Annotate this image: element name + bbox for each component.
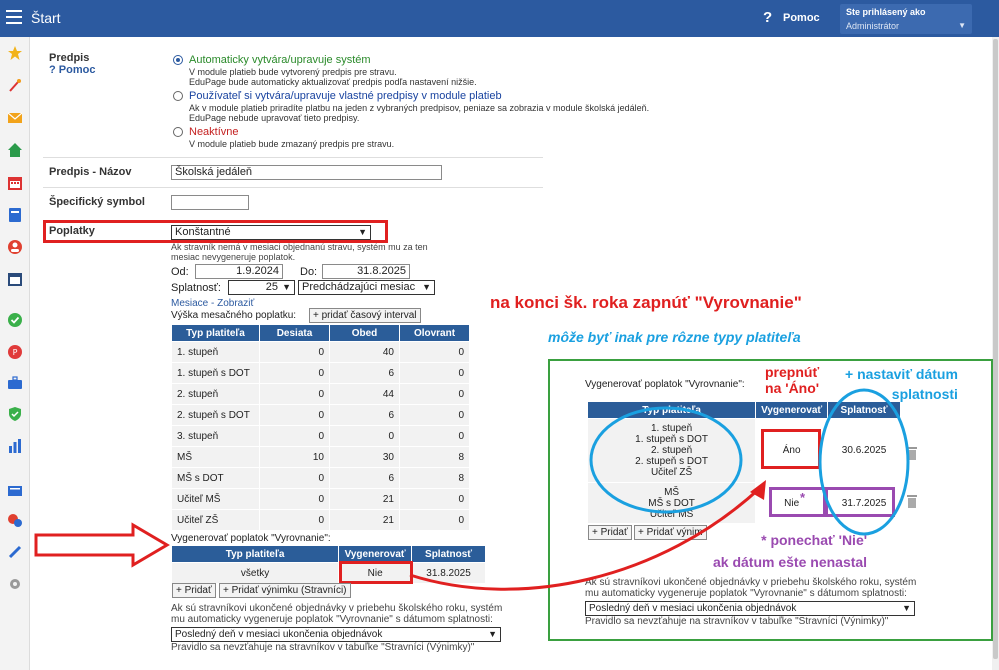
option-inactive-desc: V module platieb bude zmazaný predpis pre stravu.: [189, 139, 395, 149]
table-row: [172, 363, 470, 384]
panel-add-button[interactable]: + Pridať: [588, 525, 632, 540]
fee-value-cell[interactable]: 6: [330, 405, 400, 426]
add-button[interactable]: + Pridať: [172, 583, 216, 598]
fee-value-cell[interactable]: 44: [330, 384, 400, 405]
fee-value-cell[interactable]: 40: [330, 342, 400, 363]
panel-type: MŠ: [664, 486, 680, 498]
fee-value-cell[interactable]: 0: [260, 426, 330, 447]
vyrovnanie-note: Pravidlo sa nevzťahuje na stravníkov v tabuľke "Stravníci (Výnimky)": [171, 642, 475, 653]
panel-type: 1. stupeň: [651, 423, 693, 434]
fee-value-cell[interactable]: 6: [330, 468, 400, 489]
fee-value-cell[interactable]: 0: [260, 384, 330, 405]
circle-annotation: [818, 388, 910, 536]
vyrovnanie-note: Ak sú stravníkovi ukončené objednávky v priebehu školského roku, systém: [171, 603, 503, 614]
menu-icon[interactable]: [6, 10, 22, 24]
page-title: Štart: [31, 10, 61, 26]
annotation-keep-line: ak dátum ešte nenastal: [713, 554, 868, 570]
panel-note: mu automaticky vygeneruje poplatok "Vyrovnanie" s dátumom splatnosti:: [585, 588, 907, 599]
help-link-predpis[interactable]: ? Pomoc: [49, 64, 96, 76]
highlight-ano-box: [761, 429, 821, 469]
divider: [43, 157, 543, 158]
panel-header: Splatnosť: [828, 402, 901, 419]
fee-value-cell[interactable]: 10: [260, 447, 330, 468]
radio-automatic[interactable]: [173, 55, 183, 65]
chevron-down-icon: ▼: [282, 282, 291, 292]
table-row: [172, 405, 470, 426]
vyrovnanie-date-select[interactable]: [171, 627, 501, 642]
annotation-keep: [713, 529, 867, 573]
due-month-select[interactable]: [298, 280, 435, 295]
arrow-annotation: [33, 520, 173, 570]
panel-note: Pravidlo sa nevzťahuje na stravníkov v tabuľke "Stravníci (Výnimky)": [585, 616, 889, 627]
panel-type: 2. stupeň: [651, 445, 693, 456]
panel-type: MŠ s DOT: [648, 497, 695, 509]
vyrovnanie-due-cell[interactable]: 31.8.2025: [412, 563, 486, 584]
user-caption: Ste prihlásený ako: [846, 7, 926, 17]
chart-icon[interactable]: [8, 439, 22, 453]
monthly-fee-label: Výška mesačného poplatku:: [171, 310, 297, 321]
chevron-down-icon: ▼: [958, 21, 966, 30]
due-day-value: 25: [265, 281, 278, 293]
gear-icon[interactable]: [8, 577, 22, 591]
calendar-icon[interactable]: [8, 176, 22, 190]
annotation-switch-line: prepnúť: [765, 364, 820, 380]
annotation-keep-line: * ponechať 'Nie': [761, 532, 868, 548]
fee-value-cell[interactable]: 0: [260, 363, 330, 384]
annotation-switch: [765, 364, 819, 396]
table-row: [172, 384, 470, 405]
fee-type-cell: MŠ s DOT: [172, 468, 260, 489]
timetable-icon[interactable]: [8, 272, 22, 286]
help-icon[interactable]: ?: [763, 9, 773, 26]
vyrovnanie-header: Splatnosť: [412, 546, 486, 563]
fee-value-cell[interactable]: 30: [330, 447, 400, 468]
fee-value-cell[interactable]: 0: [260, 405, 330, 426]
annotation-set-line: + nastaviť dátum: [845, 366, 958, 382]
person-icon[interactable]: [8, 240, 22, 254]
user-role: Administrátor: [846, 21, 900, 31]
library-icon[interactable]: [8, 483, 22, 497]
fees-label: Poplatky: [49, 225, 95, 237]
from-input[interactable]: 1.9.2024: [195, 264, 283, 279]
option-user-desc: Ak v module platieb priradíte platbu na jeden z vybraných predpisov, peniaze sa zobrazia v module školská jedáleň.: [189, 103, 650, 113]
panel-due-cell[interactable]: 30.6.2025: [828, 419, 901, 483]
panel-header: Vygenerovať: [756, 402, 828, 419]
panel-type: Učiteľ MŠ: [649, 508, 694, 520]
fee-table-header: Olovrant: [400, 325, 470, 342]
symbol-label: Špecifický symbol: [49, 196, 145, 208]
fees-type-select[interactable]: [171, 225, 371, 240]
annotation-main: na konci šk. roka zapnúť "Vyrovnanie": [490, 293, 802, 312]
fee-type-cell: 2. stupeň: [172, 384, 260, 405]
to-input[interactable]: 31.8.2025: [322, 264, 410, 279]
option-automatic-title: Automaticky vytvára/upravuje systém: [189, 54, 371, 66]
badge-icon[interactable]: [8, 345, 22, 359]
fees-type-value: Konštantné: [175, 226, 231, 238]
chevron-down-icon: ▼: [902, 603, 911, 613]
book-icon[interactable]: [8, 208, 22, 222]
panel-label: Vygenerovať poplatok "Vyrovnanie":: [585, 379, 745, 390]
annotation-set-line: splatnosti: [891, 386, 958, 402]
panel-date-value: Posledný deň v mesiaci ukončenia objednávok: [589, 603, 797, 614]
fee-value-cell[interactable]: 21: [330, 489, 400, 510]
fee-value-cell[interactable]: 0: [260, 342, 330, 363]
mail-icon[interactable]: [8, 111, 22, 125]
name-label: Predpis - Názov: [49, 166, 132, 178]
fee-value-cell[interactable]: 0: [260, 468, 330, 489]
fee-value-cell[interactable]: 0: [330, 426, 400, 447]
fee-type-cell: Učiteľ ZŠ: [172, 510, 260, 531]
fee-value-cell[interactable]: 0: [400, 426, 470, 447]
vyrovnanie-date-value: Posledný deň v mesiaci ukončenia objednávok: [175, 629, 383, 640]
months-show-link[interactable]: Mesiace - Zobraziť: [171, 298, 255, 309]
fee-value-cell[interactable]: 6: [330, 363, 400, 384]
fee-type-cell: MŠ: [172, 447, 260, 468]
table-row: [172, 447, 470, 468]
fee-value-cell[interactable]: 0: [260, 489, 330, 510]
fee-type-cell: 1. stupeň: [172, 342, 260, 363]
panel-generate-cell[interactable]: Nie: [756, 483, 828, 524]
fee-value-cell[interactable]: 0: [400, 384, 470, 405]
fee-value-cell[interactable]: 8: [400, 447, 470, 468]
annotation-sub: môže byť inak pre rôzne typy platiteľa: [548, 329, 801, 345]
pen-icon[interactable]: [8, 545, 22, 559]
option-automatic-desc: EduPage bude automaticky aktualizovať predpis podľa nastavení nižšie.: [189, 77, 477, 87]
svg-text:P: P: [12, 348, 18, 357]
shield-icon[interactable]: [8, 407, 22, 421]
panel-due-cell[interactable]: 31.7.2025: [828, 483, 901, 524]
option-inactive-title: Neaktívne: [189, 126, 239, 138]
help-link[interactable]: Pomoc: [783, 12, 820, 24]
fee-value-cell[interactable]: 0: [400, 405, 470, 426]
fee-value-cell[interactable]: 0: [400, 510, 470, 531]
add-exception-button[interactable]: + Pridať výnimku (Stravníci): [219, 583, 351, 598]
fees-note: Ak stravník nemá v mesiaci objednanú stravu, systém mu za ten: [171, 242, 428, 252]
option-user-title: Používateľ si vytvára/upravuje vlastné predpisy v module platieb: [189, 90, 502, 102]
divider: [43, 187, 543, 188]
wand-icon[interactable]: [8, 78, 22, 92]
panel-generate-cell[interactable]: Áno: [756, 419, 828, 483]
vyrovnanie-header: Vygenerovať: [339, 546, 412, 563]
user-menu[interactable]: [840, 4, 972, 34]
fees-note: mesiac nevygeneruje poplatok.: [171, 252, 296, 262]
table-row: [172, 426, 470, 447]
fee-type-cell: 2. stupeň s DOT: [172, 405, 260, 426]
due-day-select[interactable]: [228, 280, 295, 295]
sidebar: [0, 37, 30, 670]
fee-type-cell: 1. stupeň s DOT: [172, 363, 260, 384]
annotation-set-date: [845, 364, 958, 404]
due-month-value: Predchádzajúci mesiac: [302, 281, 416, 293]
fee-type-cell: 3. stupeň: [172, 426, 260, 447]
check-icon[interactable]: [8, 313, 22, 327]
home-icon[interactable]: [8, 143, 22, 157]
panel-type: 1. stupeň s DOT: [635, 434, 708, 445]
fee-table-header: Obed: [330, 325, 400, 342]
add-interval-button[interactable]: + pridať časový interval: [309, 308, 421, 323]
fee-value-cell[interactable]: 8: [400, 468, 470, 489]
predpis-label: Predpis: [49, 52, 90, 64]
radio-user[interactable]: [173, 91, 183, 101]
fee-value-cell[interactable]: 0: [400, 489, 470, 510]
star-icon[interactable]: [8, 46, 22, 60]
annotation-switch-line: na 'Áno': [765, 380, 820, 396]
option-automatic-desc: V module platieb bude vytvorený predpis pre stravu.: [189, 67, 397, 77]
chat-icon[interactable]: [8, 514, 22, 528]
vyrovnanie-type-cell: všetky: [172, 563, 339, 584]
chevron-down-icon: ▼: [488, 629, 497, 639]
fee-table-header: Typ platiteľa: [172, 325, 260, 342]
to-label: Do:: [300, 266, 318, 278]
fee-value-cell[interactable]: 0: [400, 363, 470, 384]
vyrovnanie-header: Typ platiteľa: [172, 546, 339, 563]
chevron-down-icon: ▼: [422, 282, 431, 292]
panel-add-exception-button[interactable]: + Pridať výnim: [634, 525, 707, 540]
from-label: Od:: [171, 266, 189, 278]
scroll-thumb[interactable]: [993, 39, 998, 659]
panel-type: Učiteľ ZŠ: [650, 467, 693, 478]
annotation-star: *: [800, 490, 806, 505]
due-label: Splatnosť:: [171, 282, 221, 294]
scrollbar[interactable]: [992, 37, 999, 670]
chevron-down-icon: ▼: [358, 227, 367, 237]
briefcase-icon[interactable]: [8, 376, 22, 390]
fee-type-cell: Učiteľ MŠ: [172, 489, 260, 510]
top-bar: [0, 0, 999, 37]
fee-value-cell[interactable]: 0: [400, 342, 470, 363]
panel-header: Typ platiteľa: [588, 402, 756, 419]
panel-type: 2. stupeň s DOT: [635, 456, 708, 467]
radio-inactive[interactable]: [173, 127, 183, 137]
symbol-input[interactable]: [171, 195, 249, 210]
option-user-desc: EduPage nebude upravovať tieto predpisy.: [189, 113, 360, 123]
table-row: [172, 342, 470, 363]
panel-note: Ak sú stravníkovi ukončené objednávky v priebehu školského roku, systém: [585, 577, 917, 588]
vyrovnanie-generate-cell[interactable]: Nie: [339, 563, 412, 584]
vyrovnanie-label: Vygenerovať poplatok "Vyrovnanie":: [171, 533, 331, 544]
vyrovnanie-note: mu automaticky vygeneruje poplatok "Vyrovnanie" s dátumom splatnosti:: [171, 614, 493, 625]
fee-table-header: Desiata: [260, 325, 330, 342]
fee-value-cell[interactable]: 21: [330, 510, 400, 531]
fee-value-cell[interactable]: 0: [260, 510, 330, 531]
name-input[interactable]: Školská jedáleň: [171, 165, 442, 180]
